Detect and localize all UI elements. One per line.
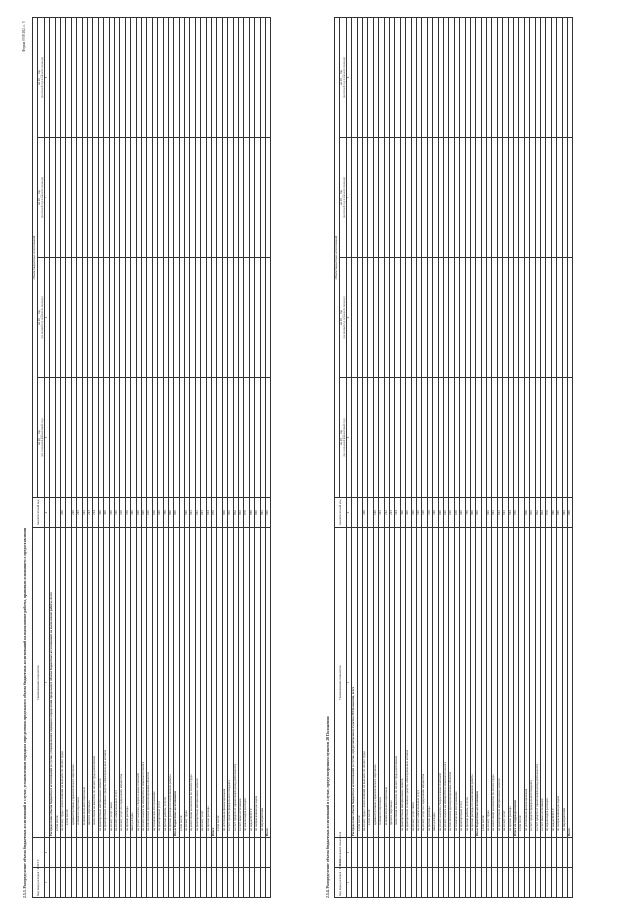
code-cell <box>567 868 572 898</box>
row-label: вспомогательного персонала <box>82 528 87 838</box>
amount-cell <box>265 378 270 498</box>
header-year-3: на 20__ год (на второй год планового периода) <box>37 18 45 138</box>
row-label: на оплату коммунальных услуг <box>416 528 421 838</box>
header-year-2: на 20__ год (на второй год планового периода) <box>37 138 45 258</box>
column-number: 6 <box>347 258 352 378</box>
row-line-code: 530 <box>427 498 432 528</box>
row-label: на прочие расходы <box>427 528 432 838</box>
row-line-code: 990 <box>557 498 562 528</box>
row-label: за счет средств федерального бюджета <box>228 528 233 838</box>
row-label: в том числе: <box>55 528 60 838</box>
row-line-code: 211 <box>77 498 82 528</box>
row-line-code: 914 <box>206 498 211 528</box>
table-row <box>265 18 270 898</box>
row-label: Всего <box>265 528 270 838</box>
row-line-code: 912 <box>497 498 502 528</box>
column-number: 8 <box>45 18 50 138</box>
row-label: в том числе: <box>179 528 184 838</box>
row-label: Распределение объема бюджетных ассигнований в случае, установленном порядком определения предельного объема бюджетных ассигнований на выполнение работы, всего <box>50 528 55 838</box>
row-label: Иные бюджетные ассигнования <box>174 528 179 838</box>
row-label: за счет иных источников <box>238 528 243 838</box>
row-line-code: 700 <box>163 498 168 528</box>
row-label: на начисления на выплаты по оплате труда <box>492 528 497 838</box>
row-label: по кодам КОСГУ <box>249 528 254 838</box>
row-label: на приобретение материальных запасов <box>400 528 405 838</box>
row-line-code: 600 <box>438 498 443 528</box>
row-line-code: 700 <box>465 498 470 528</box>
row-line-code: 212 <box>384 498 389 528</box>
amount-cell <box>567 138 572 258</box>
row-line-code: 540 <box>131 498 136 528</box>
row-line-code: 991 <box>260 498 265 528</box>
column-number: 2 <box>347 838 352 868</box>
amount-cell <box>567 18 572 138</box>
row-label: Всего <box>567 528 572 838</box>
row-line-code: 400 <box>406 498 411 528</box>
row-label: на приобретение материальных запасов <box>195 528 200 838</box>
row-label: основного персонала <box>77 528 82 838</box>
row-label: Итого по подразделениям <box>514 528 519 838</box>
row-label: по источникам финансирования <box>222 528 227 838</box>
row-line-code: 800 <box>470 498 475 528</box>
row-line-code: 200 <box>363 498 368 528</box>
row-label: на прочие работы, услуги <box>163 528 168 838</box>
row-line-code: 900 <box>476 498 481 528</box>
section-title: 2.5.3. Распределение объема бюджетных ассигнований в случае, установленном порядком определения предельного объема бюджетных ассигнований на выполнение работы, правовым основанием о предоставлении <box>23 528 27 898</box>
row-label: иные расходы <box>131 528 136 838</box>
column-number: 1 <box>45 868 50 898</box>
row-label: в том числе: <box>66 528 71 838</box>
header-year-1: на 20__ год (на первый год планового периода) <box>37 258 45 378</box>
header-name: Наименование показателя <box>335 528 347 838</box>
row-line-code: 913 <box>201 498 206 528</box>
row-line-code: 900 <box>174 498 179 528</box>
row-label: Итого <box>212 528 217 838</box>
header-year-1: на 20__ год (на первый год планового периода) <box>339 258 347 378</box>
row-line-code: 500 <box>109 498 114 528</box>
row-line-code: 214 <box>395 498 400 528</box>
row-line-code: 211 <box>379 498 384 528</box>
row-line-code: 962 <box>535 498 540 528</box>
row-label: административно-управленческого персонала <box>71 528 76 838</box>
row-label: начисления на выплаты по оплате труда работникам <box>395 528 400 838</box>
header-amounts-group: Объем бюджетных ассигнований <box>335 18 340 498</box>
row-label: Иные бюджетные ассигнования <box>476 528 481 838</box>
row-line-code: 961 <box>530 498 535 528</box>
row-label: на приобретение основных средств, нематериальных активов <box>406 528 411 838</box>
row-line-code: 214 <box>93 498 98 528</box>
row-line-code: 600 <box>136 498 141 528</box>
row-line-code: 630 <box>454 498 459 528</box>
row-line-code: 970 <box>244 498 249 528</box>
row-line-code: 210 <box>373 498 378 528</box>
header-code: Код вида расходов / КОСГУ <box>335 868 347 898</box>
row-label: на оплату услуг <box>201 528 206 838</box>
row-line-code: 510 <box>416 498 421 528</box>
row-label: на оплату услуг связи <box>411 528 416 838</box>
row-line-code: 990 <box>255 498 260 528</box>
header-amounts-group: Объем бюджетных ассигнований <box>33 18 38 498</box>
row-label: по мероприятиям <box>260 528 265 838</box>
header-year-0: на 20__ год (на очередной финансовый год) <box>339 378 347 498</box>
row-line-code: 540 <box>433 498 438 528</box>
row-label: на прочие расходы по выполнению работы <box>470 528 475 838</box>
column-number: 3 <box>347 528 352 838</box>
row-label: на техническое обслуживание <box>152 528 157 838</box>
section-title: 2.5.4. Распределение объема бюджетных ассигнований в случае, предусмотренном пунктом 28 Положения <box>326 716 330 898</box>
row-line-code: 610 <box>443 498 448 528</box>
amount-cell <box>265 138 270 258</box>
row-label: на оплату услуг связи <box>109 528 114 838</box>
budget-table <box>32 17 271 898</box>
row-label: Распределение объема бюджетных ассигнований в случае, предусмотренном пунктом 28 Положения, всего <box>352 528 357 838</box>
row-label: на оплату труда <box>185 528 190 838</box>
row-line-code: 963 <box>238 498 243 528</box>
row-line-code: 500 <box>411 498 416 528</box>
row-label: в том числе: <box>481 528 486 838</box>
row-line-code: 300 <box>98 498 103 528</box>
column-number: 5 <box>347 378 352 498</box>
amount-cell <box>265 258 270 378</box>
row-label: на уплату налога на имущество и земельного налога <box>443 528 448 838</box>
code2-cell <box>265 838 270 868</box>
row-line-code: 520 <box>422 498 427 528</box>
row-line-code: 912 <box>195 498 200 528</box>
row-label: за счет средств от приносящей доход деятельности <box>535 528 540 838</box>
column-number: 6 <box>45 258 50 378</box>
row-label: на приобретение основных средств, нематериальных активов <box>104 528 109 838</box>
row-label: на обеспечение функционирования объектов <box>147 528 152 838</box>
row-label: на прочие расходы по выполнению работы <box>168 528 173 838</box>
code2-cell <box>567 838 572 868</box>
row-line-code: 620 <box>449 498 454 528</box>
row-label: на прочие работы, услуги <box>465 528 470 838</box>
row-line-code: 910 <box>487 498 492 528</box>
row-line-code: 999 <box>567 498 572 528</box>
row-line-code: 963 <box>540 498 545 528</box>
row-label: на оплату услуг по содержанию имущества <box>120 528 125 838</box>
row-label: иные расходы <box>433 528 438 838</box>
row-label: административно-управленческого персонала <box>373 528 378 838</box>
row-line-code: 213 <box>390 498 395 528</box>
row-label: на оплату услуг <box>503 528 508 838</box>
row-line-code: 970 <box>546 498 551 528</box>
row-label: по направлениям расходов <box>557 528 562 838</box>
row-line-code: 300 <box>400 498 405 528</box>
row-label: на уплату налогов, сборов и иных платежей <box>438 528 443 838</box>
row-label: по кодам видов расходов <box>546 528 551 838</box>
row-label: на оплату коммунальных услуг <box>114 528 119 838</box>
row-label: в том числе: <box>357 528 362 838</box>
header-code2: Наименование показателя <box>335 838 347 868</box>
code-cell <box>265 868 270 898</box>
table-row <box>567 18 572 898</box>
column-number: 3 <box>45 528 50 838</box>
row-line-code: 530 <box>125 498 130 528</box>
row-line-code: 910 <box>185 498 190 528</box>
row-label: на оплату труда с начислениями на выплаты по оплате труда <box>61 528 66 838</box>
row-label: на оплату труда с начислениями на выплаты по оплате труда <box>363 528 368 838</box>
column-number: 8 <box>347 18 352 138</box>
column-number: 4 <box>45 498 50 528</box>
header-line: Аналитический код <box>335 498 347 528</box>
row-label: основного персонала <box>379 528 384 838</box>
row-line-code: 991 <box>562 498 567 528</box>
row-line-code: 520 <box>120 498 125 528</box>
row-label: на приобретение материальных запасов <box>98 528 103 838</box>
column-number: 4 <box>347 498 352 528</box>
row-line-code: 400 <box>104 498 109 528</box>
row-line-code: 800 <box>168 498 173 528</box>
row-line-code: 911 <box>190 498 195 528</box>
row-label: прочего персонала <box>390 528 395 838</box>
row-label: по мероприятиям <box>562 528 567 838</box>
header-year-0: на 20__ год (на очередной финансовый год) <box>37 378 45 498</box>
row-label: на приобретение материальных запасов <box>497 528 502 838</box>
budget-table <box>334 17 573 898</box>
header-line: Аналитический код <box>33 498 45 528</box>
header-year-3: на 20__ год (на второй год планового периода) <box>339 18 347 138</box>
row-label: за счет средств от приносящей доход деятельности <box>233 528 238 838</box>
row-line-code: 630 <box>152 498 157 528</box>
row-label: на прочие расходы <box>508 528 513 838</box>
row-label: на начисления на выплаты по оплате труда <box>190 528 195 838</box>
row-label: по источникам финансирования <box>524 528 529 838</box>
row-label: прочего персонала <box>88 528 93 838</box>
row-label: за счет иных источников <box>540 528 545 838</box>
row-line-code: 950 <box>212 498 217 528</box>
row-label: на приобретение услуг <box>460 528 465 838</box>
row-label: на прочие расходы <box>125 528 130 838</box>
row-label: в том числе: <box>519 528 524 838</box>
row-label: по направлениям расходов <box>255 528 260 838</box>
row-label: на уплату налога на имущество и земельного налога <box>141 528 146 838</box>
row-line-code: 980 <box>249 498 254 528</box>
row-label: по кодам КОСГУ <box>551 528 556 838</box>
amount-cell <box>567 258 572 378</box>
row-label: на уплату налогов, сборов и иных платежей <box>136 528 141 838</box>
row-line-code: 510 <box>114 498 119 528</box>
row-line-code: 911 <box>492 498 497 528</box>
row-line-code: 640 <box>460 498 465 528</box>
column-number: 7 <box>347 138 352 258</box>
amount-cell <box>567 378 572 498</box>
column-number: 5 <box>45 378 50 498</box>
column-number: 1 <box>347 868 352 898</box>
row-line-code: 640 <box>158 498 163 528</box>
row-label: в том числе: <box>368 528 373 838</box>
form-label: Форма 0505182, с. 5 <box>22 21 26 52</box>
row-label: начисления на выплаты по оплате труда работникам <box>93 528 98 838</box>
row-line-code: 212 <box>82 498 87 528</box>
amount-cell <box>265 18 270 138</box>
row-line-code: 200 <box>61 498 66 528</box>
row-line-code: 914 <box>508 498 513 528</box>
header-name: Наименование показателя <box>33 528 45 838</box>
row-label: по кодам видов расходов <box>244 528 249 838</box>
rotated-form-sheet <box>20 18 620 898</box>
column-number: 7 <box>45 138 50 258</box>
row-line-code: 620 <box>147 498 152 528</box>
row-line-code: 961 <box>228 498 233 528</box>
row-label: вспомогательного персонала <box>384 528 389 838</box>
column-number: 2 <box>45 838 50 868</box>
header-code: Код вида расходов / КОСГУ <box>33 868 45 898</box>
row-label: на оплату услуг по содержанию имущества <box>422 528 427 838</box>
row-label: на прочие расходы <box>206 528 211 838</box>
row-line-code: 980 <box>551 498 556 528</box>
row-label: на оплату труда <box>487 528 492 838</box>
row-line-code: 960 <box>222 498 227 528</box>
row-line-code: 962 <box>233 498 238 528</box>
row-line-code: 999 <box>265 498 270 528</box>
row-line-code: 913 <box>503 498 508 528</box>
row-label: на обеспечение функционирования объектов <box>449 528 454 838</box>
row-label: на техническое обслуживание <box>454 528 459 838</box>
row-line-code: 213 <box>88 498 93 528</box>
row-line-code: 610 <box>141 498 146 528</box>
row-line-code: 950 <box>514 498 519 528</box>
header-year-2: на 20__ год (на второй год планового периода) <box>339 138 347 258</box>
row-line-code: 210 <box>71 498 76 528</box>
row-label: на приобретение услуг <box>158 528 163 838</box>
row-line-code: 960 <box>524 498 529 528</box>
row-label: в том числе: <box>217 528 222 838</box>
row-label: за счет средств федерального бюджета <box>530 528 535 838</box>
